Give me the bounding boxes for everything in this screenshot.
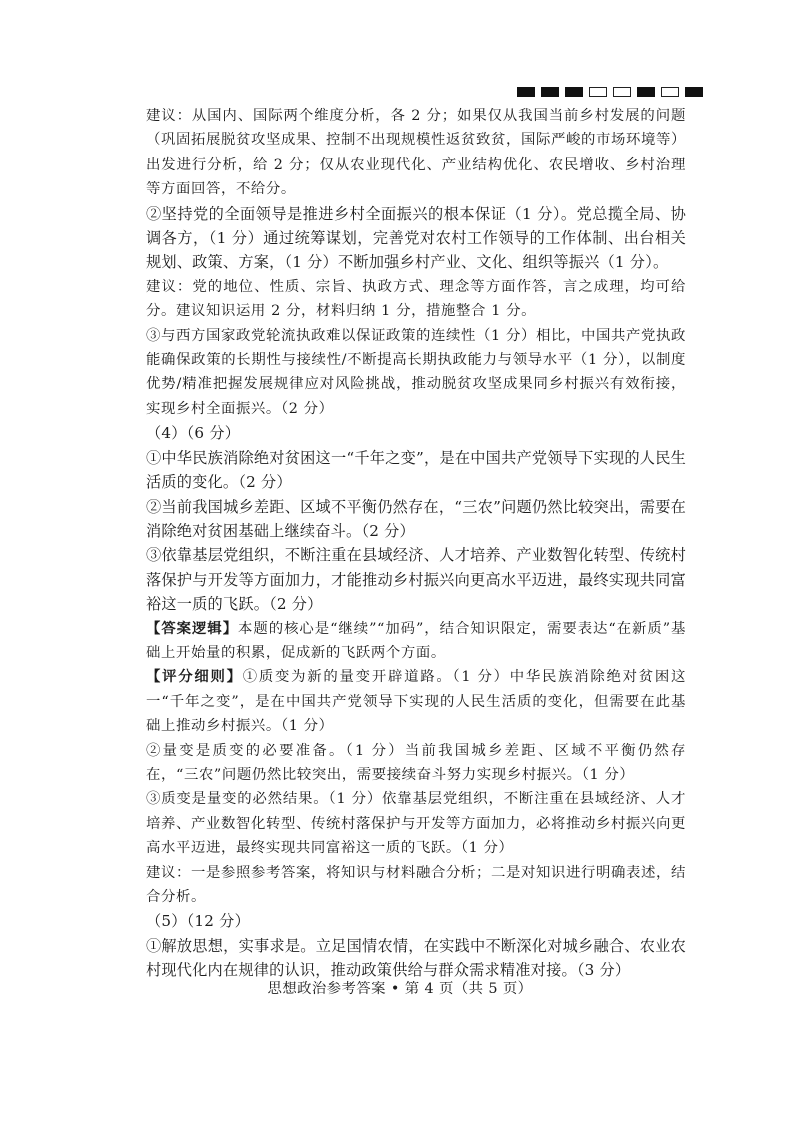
alignment-marks [517,87,703,99]
scoring-rule-3: ③质变是量变的必然结果。（1 分）依靠基层党组织，不断注重在县域经济、人才培养、产业数智化转型、传统村落保护与开发等方面加力，必将推动乡村振兴向更高水平迈进，最终实现共同富裕这一质的飞跃。（1 分） [146,791,686,857]
filled-mark-2 [541,87,559,97]
page-footer: 思想政治参考答案 • 第 4 页（共 5 页） [267,981,533,997]
answer-logic-label: 【答案逻辑】 [146,619,239,637]
answer-logic-text: 本题的核心是“继续”“加码”，结合知识限定，需要表达“在新质”基础上开始量的积累，促成新的飞跃两个方面。 [146,620,687,661]
filled-mark-6 [637,87,655,97]
scoring-rules-text: ①质变为新的量变开辟道路。（1 分）中华民族消除绝对贫困这一“千年之变”，是在中国共产党领导下实现的人民生活质的变化，但需要在此基础上推动乡村振兴。（1 分） [146,669,686,735]
answer-content [146,104,686,983]
question-5-heading: （5）（12 分） [146,912,250,931]
suggestion-paragraph-1: 建议：从国内、国际两个维度分析，各 2 分；如果仅从我国当前乡村发展的问题（巩固拓展脱贫攻坚成果、控制不出现规模性返贫致贫，国际严峻的市场环境等）出发进行分析，给 2 分；仅从农业现代化、产业结构优化、农民增收、乡村治理等方面回答，不给分。 [146,108,686,198]
scoring-rule-2: ②量变是质变的必要准备。（1 分）当前我国城乡差距、区域不平衡仍然存在，“三农”问题仍然比较突出，需要接续奋斗努力实现乡村振兴。（1 分） [146,742,686,783]
suggestion-paragraph-3: 建议：一是参照参考答案，将知识与材料融合分析；二是对知识进行明确表述，结合分析。 [146,864,686,905]
q4-point-1: ①中华民族消除绝对贫困这一“千年之变”，是在中国共产党领导下实现的人民生活质的变化。（2 分） [146,448,686,492]
empty-mark-7 [661,87,679,97]
filled-mark-1 [517,87,535,97]
point-3-policy-continuity: ③与西方国家政党轮流执政难以保证政策的连续性（1 分）相比，中国共产党执政能确保政策的长期性与接续性/不断提高长期执政能力与领导水平（1 分），以制度优势/精准把握发展规律应对风险挑战，推动脱贫攻坚成果同乡村振兴有效衔接，实现乡村全面振兴。（2 分） [146,327,686,417]
empty-mark-5 [613,87,631,97]
filled-mark-3 [565,87,583,97]
answer-logic-paragraph [146,617,686,666]
question-4-heading: （4）（6 分） [146,424,241,443]
suggestion-paragraph-2: 建议：党的地位、性质、宗旨、执政方式、理念等方面作答，言之成理，均可给分。建议知识运用 2 分，材料归纳 1 分，措施整合 1 分。 [146,278,686,320]
filled-mark-8 [685,87,703,97]
point-2-party-leadership: ②坚持党的全面领导是推进乡村全面振兴的根本保证（1 分）。党总揽全局、协调各方，（1 分）通过统筹谋划，完善党对农村工作领导的工作体制、出台相关规划、政策、方案，（1 分）不断加强乡村产业、文化、组织等振兴（1 分）。 [146,204,686,272]
scoring-rules-paragraph [146,665,686,738]
empty-mark-4 [589,87,607,97]
q4-point-3: ③依靠基层党组织，不断注重在县域经济、人才培养、产业数智化转型、传统村落保护与开发等方面加力，才能推动乡村振兴向更高水平迈进，最终实现共同富裕这一质的飞跃。（2 分） [146,546,686,614]
q5-point-1: ①解放思想，实事求是。立足国情农情，在实践中不断深化对城乡融合、农业农村现代化内在规律的认识，推动政策供给与群众需求精准对接。（3 分） [146,936,686,980]
q4-point-2: ②当前我国城乡差距、区域不平衡仍然存在，“三农”问题仍然比较突出，需要在消除绝对贫困基础上继续奋斗。（2 分） [146,497,686,540]
scoring-rules-label: 【评分细则】 [146,668,243,686]
